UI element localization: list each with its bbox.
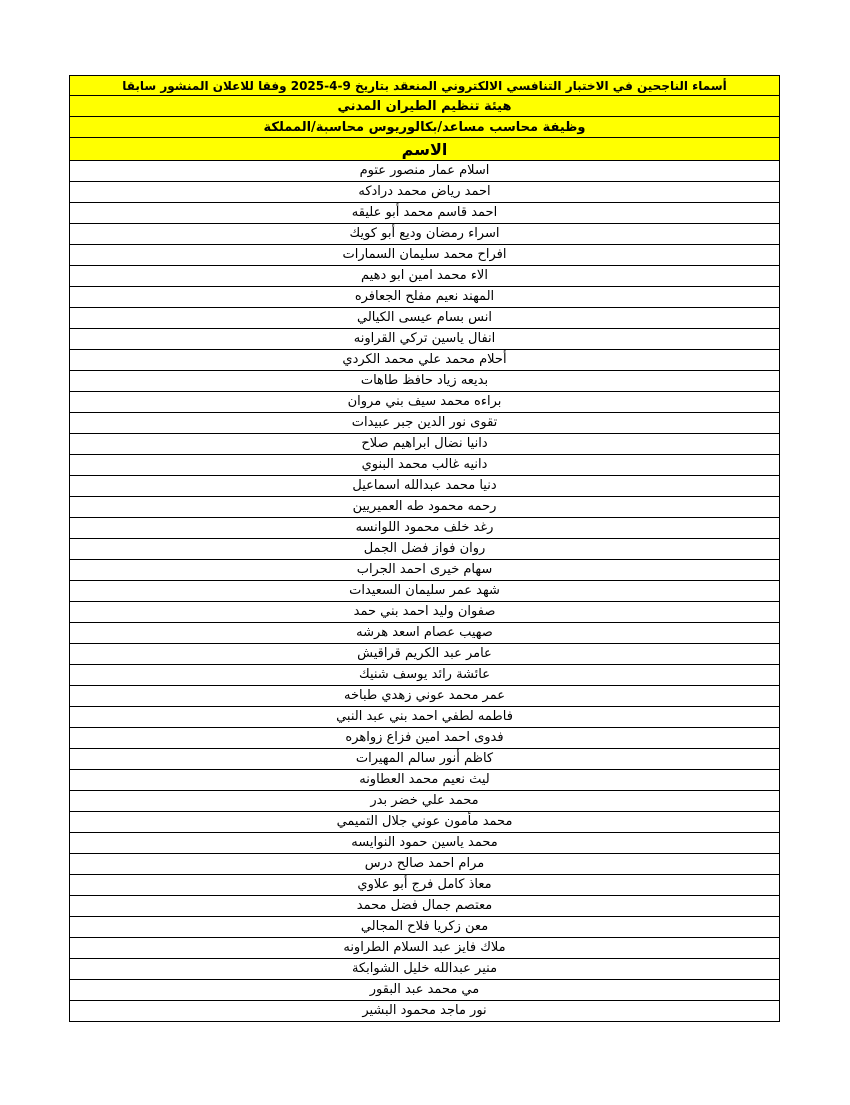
table-row (70, 224, 780, 245)
table-row (70, 308, 780, 329)
table-row (70, 266, 780, 287)
name-cell: فدوى احمد امين فزاع زواهره (70, 728, 780, 749)
header-authority-row (70, 96, 780, 117)
name-cell: معاذ كامل فرج أبو علاوي (70, 875, 780, 896)
name-cell: اسلام عمار منصور عتوم (70, 161, 780, 182)
header-position-row (70, 117, 780, 138)
column-header-name: الاسم (70, 138, 780, 161)
table-row (70, 938, 780, 959)
column-header-row (70, 138, 780, 161)
name-cell: محمد علي خضر بدر (70, 791, 780, 812)
table-row (70, 560, 780, 581)
name-cell: الاء محمد امين ابو دهيم (70, 266, 780, 287)
name-cell: انفال ياسين تركي القراونه (70, 329, 780, 350)
table-row (70, 854, 780, 875)
name-cell: رحمه محمود طه العميريين (70, 497, 780, 518)
table-row (70, 518, 780, 539)
table-row (70, 539, 780, 560)
header-title: أسماء الناجحين في الاختبار التنافسي الالكتروني المنعقد بتاريخ 9-4-2025 وفقا للاعلان المنشور سابقا (70, 76, 780, 96)
name-cell: دنيا محمد عبدالله اسماعيل (70, 476, 780, 497)
table-row (70, 707, 780, 728)
name-cell: ملاك فايز عبد السلام الطراونه (70, 938, 780, 959)
table-row (70, 833, 780, 854)
results-table (69, 75, 780, 1022)
header-title-row (70, 76, 780, 96)
table-row (70, 497, 780, 518)
table-row (70, 812, 780, 833)
table-row (70, 980, 780, 1001)
name-cell: براءه محمد سيف بني مروان (70, 392, 780, 413)
table-row (70, 1001, 780, 1022)
table-row (70, 434, 780, 455)
table-row (70, 875, 780, 896)
name-cell: صهيب عصام اسعد هرشه (70, 623, 780, 644)
name-cell: تقوى نور الدين جبر عبيدات (70, 413, 780, 434)
name-cell: منير عبدالله خليل الشوابكة (70, 959, 780, 980)
name-cell: شهد عمر سليمان السعيدات (70, 581, 780, 602)
table-row (70, 287, 780, 308)
name-cell: نور ماجد محمود البشير (70, 1001, 780, 1022)
name-cell: معتصم جمال فضل محمد (70, 896, 780, 917)
name-cell: افراح محمد سليمان السمارات (70, 245, 780, 266)
table-row (70, 602, 780, 623)
name-cell: دانيه غالب محمد البنوي (70, 455, 780, 476)
table-row (70, 329, 780, 350)
table-row (70, 413, 780, 434)
header-authority: هيئة تنظيم الطيران المدني (70, 96, 780, 117)
name-cell: أحلام محمد علي محمد الكردي (70, 350, 780, 371)
table-row (70, 476, 780, 497)
table-row (70, 686, 780, 707)
header-position: وظيفة محاسب مساعد/بكالوريوس محاسبة/المملكة (70, 117, 780, 138)
name-cell: روان فواز فضل الجمل (70, 539, 780, 560)
name-cell: احمد رياض محمد درادكه (70, 182, 780, 203)
table-row (70, 644, 780, 665)
name-cell: معن زكريا فلاح المجالي (70, 917, 780, 938)
table-row (70, 749, 780, 770)
name-cell: سهام خيرى احمد الجراب (70, 560, 780, 581)
name-cell: اسراء رمضان وديع أبو كويك (70, 224, 780, 245)
name-cell: دانيا نضال ابراهيم صلاح (70, 434, 780, 455)
table-row (70, 623, 780, 644)
table-row (70, 245, 780, 266)
table-row (70, 350, 780, 371)
table-row (70, 161, 780, 182)
table-row (70, 728, 780, 749)
table-row (70, 959, 780, 980)
name-cell: فاطمه لطفي احمد بني عبد النبي (70, 707, 780, 728)
name-cell: مرام احمد صالح درس (70, 854, 780, 875)
table-row (70, 581, 780, 602)
name-cell: صفوان وليد احمد بني حمد (70, 602, 780, 623)
name-cell: محمد مأمون عوني جلال التميمي (70, 812, 780, 833)
table-row (70, 770, 780, 791)
results-table-body (70, 76, 780, 1022)
table-row (70, 791, 780, 812)
name-cell: عائشة رائد يوسف شنيك (70, 665, 780, 686)
name-cell: ليث نعيم محمد العطاونه (70, 770, 780, 791)
table-row (70, 182, 780, 203)
table-row (70, 896, 780, 917)
name-cell: بديعه زياد حافظ طاهات (70, 371, 780, 392)
name-cell: كاظم أنور سالم المهيرات (70, 749, 780, 770)
name-cell: انس بسام عيسى الكيالي (70, 308, 780, 329)
table-row (70, 203, 780, 224)
name-cell: احمد قاسم محمد أبو عليقه (70, 203, 780, 224)
table-row (70, 455, 780, 476)
name-cell: رغد خلف محمود اللوانسه (70, 518, 780, 539)
table-row (70, 917, 780, 938)
name-cell: عمر محمد عوني زهدي طباخه (70, 686, 780, 707)
name-cell: المهند نعيم مفلح الجعافره (70, 287, 780, 308)
table-row (70, 392, 780, 413)
table-row (70, 371, 780, 392)
name-cell: عامر عبد الكريم قراقيش (70, 644, 780, 665)
table-row (70, 665, 780, 686)
name-cell: محمد ياسين حمود النوايسه (70, 833, 780, 854)
name-cell: مي محمد عبد البقور (70, 980, 780, 1001)
